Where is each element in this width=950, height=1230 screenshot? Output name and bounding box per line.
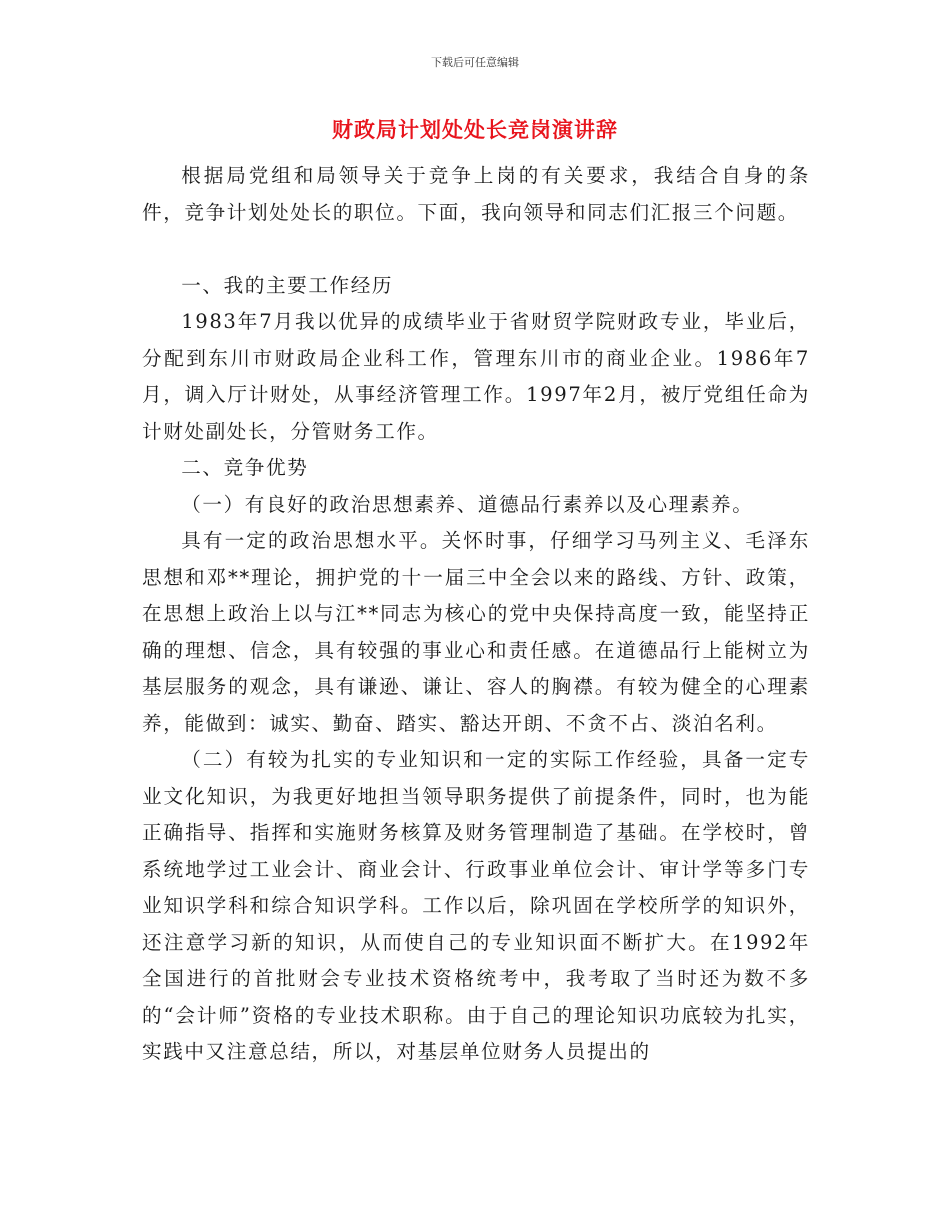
- paragraph-experience: 1983年7月我以优异的成绩毕业于省财贸学院财政专业，毕业后，分配到东川市财政局企业科工作，管理东川市的商业企业。1986年7月，调入厅计财处，从事经济管理工作。1997年2月，被厅党组任命为计财处副处长，分管财务工作。: [142, 310, 810, 443]
- document-body: [142, 158, 810, 1071]
- header-note: 下载后可任意编辑: [431, 56, 519, 69]
- paragraph-expertise: （二）有较为扎实的专业知识和一定的实际工作经验，具备一定专业文化知识，为我更好地担当领导职务提供了前提条件，同时，也为能正确指导、指挥和实施财务核算及财务管理制造了基础。在学校时，曾系统地学过工业会计、商业会计、行政事业单位会计、审计学等多门专业知识学科和综合知识学科。工作以后，除巩固在学校所学的知识外，还注意学习新的知识，从而使自己的专业知识面不断扩大。在1992年全国进行的首批财会专业技术资格统考中，我考取了当时还为数不多的“会计师”资格的专业技术职称。由于自己的理论知识功底较为扎实，实践中又注意总结，所以，对基层单位财务人员提出的: [142, 748, 810, 1063]
- paragraph-intro: 根据局党组和局领导关于竞争上岗的有关要求，我结合自身的条件，竞争计划处处长的职位。下面，我向领导和同志们汇报三个问题。: [142, 164, 810, 224]
- section-heading-experience: 一、我的主要工作经历: [181, 273, 394, 297]
- blank-line: [142, 231, 810, 268]
- subsection-heading-quality: （一）有良好的政治思想素养、道德品行素养以及心理素养。: [181, 492, 754, 516]
- document-title: 财政局计划处处长竞岗演讲辞: [332, 118, 618, 142]
- paragraph-quality: 具有一定的政治思想水平。关怀时事，仔细学习马列主义、毛泽东思想和邓**理论，拥护党的十一届三中全会以来的路线、方针、政策，在思想上政治上以与江**同志为核心的党中央保持高度一致，能坚持正确的理想、信念，具有较强的事业心和责任感。在道德品行上能树立为基层服务的观念，具有谦逊、谦让、容人的胸襟。有较为健全的心理素养，能做到：诚实、勤奋、踏实、豁达开朗、不贪不占、淡泊名利。: [142, 529, 810, 735]
- section-heading-advantages: 二、竞争优势: [181, 456, 309, 479]
